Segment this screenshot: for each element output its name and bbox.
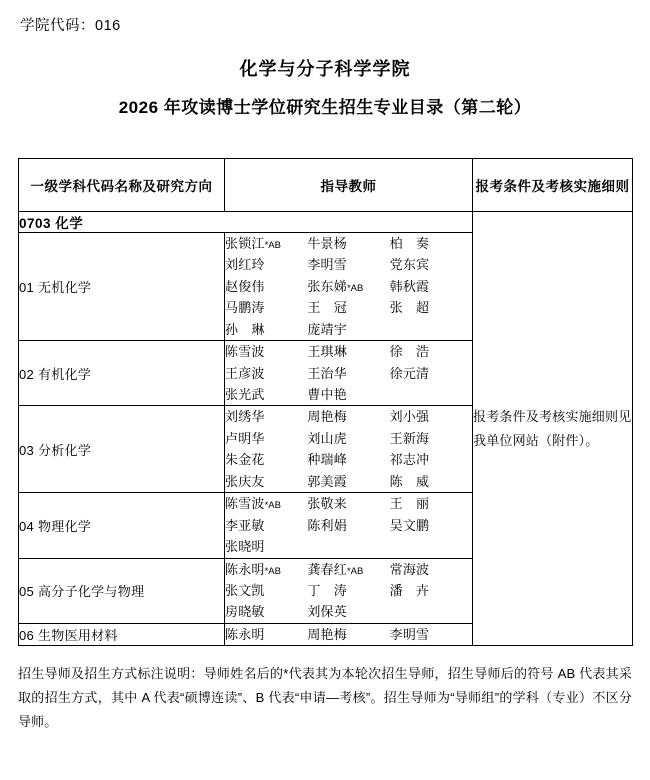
column-header-direction: 一级学科代码名称及研究方向	[19, 158, 225, 211]
teacher-row	[225, 580, 472, 601]
teacher-name: 房晓敏	[225, 604, 265, 620]
teacher-row	[225, 449, 472, 470]
teacher-name: 周艳梅	[307, 626, 347, 642]
teacher-name: 张锁江*AB	[225, 235, 281, 251]
teacher-row	[225, 493, 472, 514]
teacher-name: 王治华	[307, 365, 347, 381]
teacher-name	[390, 319, 472, 340]
teacher-name: 庞靖宇	[307, 321, 347, 337]
teacher-name: 柏 奏	[389, 235, 430, 251]
teacher-name: 徐 浩	[389, 344, 430, 360]
teacher-name: 王 丽	[389, 496, 430, 512]
teacher-row	[225, 254, 472, 275]
teacher-name: 常海波	[389, 561, 430, 577]
teacher-row	[225, 363, 472, 384]
teacher-name: 刘山虎	[307, 430, 347, 446]
teacher-name: 张光武	[225, 387, 265, 403]
page-title: 化学与分子科学学院	[239, 59, 411, 79]
footnote: 招生导师及招生方式标注说明：导师姓名后的*代表其为本轮次招生导师，招生导师后的符号 AB 代表其采取的招生方式，其中 A 代表“硕博连读”、B 代表“申请—考核”。招生导师为“导师组”的学科（专业）不区分导师。	[18, 666, 632, 730]
teacher-name: 韩秋霞	[389, 278, 430, 294]
teacher-row	[225, 471, 472, 492]
teacher-name: 种瑞峰	[307, 452, 347, 468]
teacher-name: 陈永明	[225, 626, 265, 642]
teacher-row	[225, 233, 472, 254]
teacher-name: 张文凯	[225, 582, 265, 598]
teachers-cell	[225, 493, 473, 558]
teacher-row	[225, 276, 472, 297]
direction-name: 03 分析化学	[19, 406, 225, 493]
teacher-name: 王新海	[389, 430, 430, 446]
discipline-name: 0703 化学	[19, 211, 473, 232]
teachers-cell	[225, 558, 473, 623]
teacher-name: 陈利娟	[307, 517, 347, 533]
teacher-name: 徐元清	[389, 365, 430, 381]
teacher-name: 牛景杨	[307, 235, 347, 251]
teacher-name: 赵俊伟	[225, 278, 265, 294]
teacher-name: 李明雪	[389, 626, 430, 642]
teacher-name: 张 超	[389, 300, 430, 316]
teacher-row	[225, 559, 472, 580]
teacher-name: 吴文鹏	[389, 517, 430, 533]
teacher-name: 龚春红*AB	[307, 561, 364, 577]
teacher-name: 曹中艳	[307, 387, 347, 403]
table-header-row	[19, 158, 633, 211]
teacher-name: 党东宾	[389, 257, 430, 273]
direction-name: 02 有机化学	[19, 341, 225, 406]
direction-name: 06 生物医用材料	[19, 623, 225, 645]
teacher-name: 陈雪波*AB	[225, 496, 281, 512]
teacher-name: 刘小强	[389, 409, 430, 425]
teacher-name: 张庆友	[225, 473, 265, 489]
requirements-cell: 报考条件及考核实施细则见我单位网站（附件）。	[473, 211, 633, 645]
teacher-name: 朱金花	[225, 452, 265, 468]
page-subtitle: 2026 年攻读博士学位研究生招生专业目录（第二轮）	[118, 98, 532, 118]
teacher-row	[225, 601, 472, 622]
column-header-teachers: 指导教师	[225, 158, 473, 211]
teacher-name: 刘绣华	[225, 409, 265, 425]
teachers-cell	[225, 623, 473, 645]
teacher-name: 陈永明*AB	[225, 561, 281, 577]
teacher-name: 王彦波	[225, 365, 265, 381]
direction-name: 04 物理化学	[19, 493, 225, 558]
teacher-name: 马鹏涛	[225, 300, 265, 316]
table-row-discipline	[19, 211, 633, 232]
teacher-row	[225, 319, 472, 340]
teacher-row	[225, 536, 472, 557]
teacher-name: 丁 涛	[307, 582, 347, 598]
teacher-name: 卢明华	[225, 430, 265, 446]
teacher-row	[225, 297, 472, 318]
teachers-cell	[225, 341, 473, 406]
teacher-row	[225, 341, 472, 362]
teacher-name	[390, 536, 472, 557]
column-header-requirements: 报考条件及考核实施细则	[473, 158, 633, 211]
teachers-cell	[225, 406, 473, 493]
teacher-name: 陈雪波	[225, 344, 265, 360]
teacher-name: 王琪琳	[307, 344, 347, 360]
teacher-name: 陈 威	[389, 473, 430, 489]
teacher-row	[225, 624, 472, 645]
teacher-name	[307, 536, 389, 557]
document-titles	[18, 57, 632, 120]
teacher-name: 张晓明	[225, 539, 265, 555]
teacher-name: 李明雪	[307, 257, 347, 273]
teacher-name	[390, 601, 472, 622]
teacher-row	[225, 384, 472, 405]
teacher-name: 张敬来	[307, 496, 347, 512]
admissions-catalog-table	[18, 158, 633, 646]
teacher-name: 祁志冲	[389, 452, 430, 468]
teacher-row	[225, 428, 472, 449]
teacher-name: 刘保英	[307, 604, 347, 620]
direction-name: 01 无机化学	[19, 232, 225, 340]
teachers-cell	[225, 232, 473, 340]
teacher-row	[225, 515, 472, 536]
teacher-row	[225, 406, 472, 427]
college-code: 学院代码：016	[20, 18, 121, 34]
teacher-name: 潘 卉	[389, 582, 430, 598]
teacher-name: 张东娣*AB	[307, 278, 364, 294]
teacher-name: 周艳梅	[307, 409, 347, 425]
direction-name: 05 高分子化学与物理	[19, 558, 225, 623]
teacher-name: 刘红玲	[225, 257, 265, 273]
teacher-name: 王 冠	[307, 300, 347, 316]
teacher-name: 郭美霞	[307, 473, 347, 489]
teacher-name	[390, 384, 472, 405]
teacher-name: 李亚敏	[225, 517, 265, 533]
teacher-name: 孙 琳	[225, 321, 265, 337]
